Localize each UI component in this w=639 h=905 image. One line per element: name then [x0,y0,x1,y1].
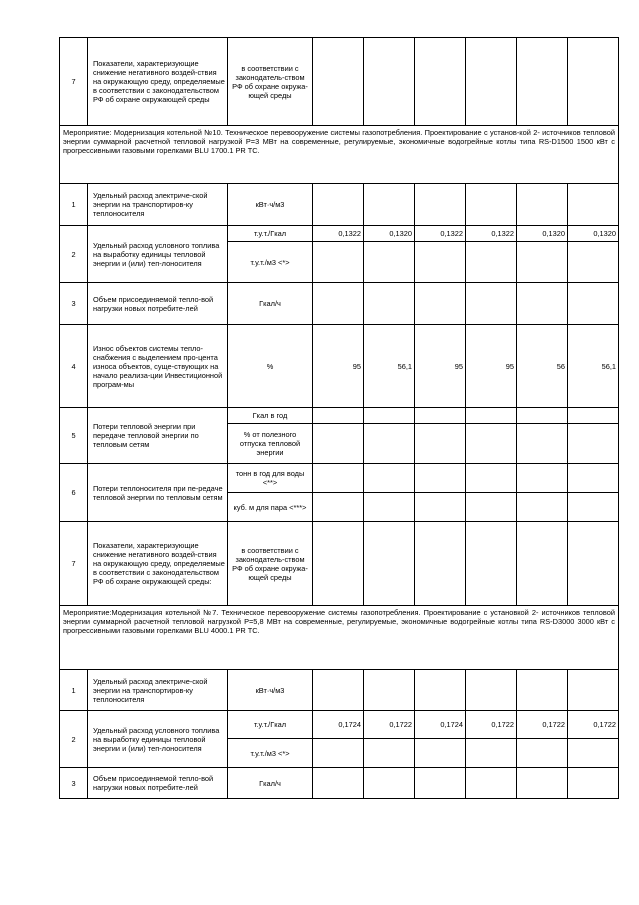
value-cell: 0,1322 [415,226,466,242]
value-cell [517,424,568,464]
value-cell [415,242,466,283]
value-cell [364,464,415,493]
unit-cell: куб. м для пара <***> [228,493,313,522]
value-cell [466,464,517,493]
value-cell [466,38,517,126]
value-cell [364,670,415,711]
value-cell [517,464,568,493]
value-cell [568,184,619,226]
row-number: 4 [60,325,88,408]
unit-cell: Гкал/ч [228,768,313,799]
row-number: 2 [60,711,88,768]
value-cell [466,493,517,522]
value-cell [415,464,466,493]
value-cell [313,464,364,493]
indicator-description: Удельный расход электриче-ской энергии на транспортиров-ку теплоносителя [88,184,228,226]
value-cell [466,408,517,424]
measure-description: Мероприятие: Модернизация котельной №10. Техническое перевооружение системы газопотребления. Проектирование с установ-кой 2- источников тепловой энергии суммарной расчетной тепловой нагрузкой P=3 МВт на современные, регулируемые, экономичные водогрейные котлы типа RS-D1500 1500 кВт с прогрессивными газовыми горелками BLU 1700.1 PR TC. [60,126,619,184]
value-cell [568,408,619,424]
unit-cell: тонн в год для воды <**> [228,464,313,493]
table-row [60,408,619,424]
value-cell [313,184,364,226]
unit-cell: в соответствии с законодатель-ством РФ об охране окружа-ющей среды [228,38,313,126]
value-cell: 0,1722 [568,711,619,739]
value-cell [313,522,364,606]
value-cell [364,424,415,464]
value-cell [415,424,466,464]
value-cell: 56 [517,325,568,408]
unit-cell: Гкал/ч [228,283,313,325]
unit-cell: т.у.т./м3 <*> [228,739,313,768]
value-cell [466,424,517,464]
value-cell [364,768,415,799]
table-row [60,325,619,408]
value-cell [517,493,568,522]
measure-row [60,126,619,184]
value-cell [415,408,466,424]
value-cell [517,670,568,711]
row-number: 7 [60,522,88,606]
value-cell [568,739,619,768]
row-number: 7 [60,38,88,126]
unit-cell: Гкал в год [228,408,313,424]
value-cell: 95 [466,325,517,408]
value-cell [466,242,517,283]
value-cell [313,283,364,325]
value-cell: 95 [415,325,466,408]
value-cell [568,464,619,493]
value-cell [313,739,364,768]
indicators-table [59,37,619,799]
value-cell [517,408,568,424]
row-number: 2 [60,226,88,283]
value-cell [364,184,415,226]
value-cell [364,242,415,283]
table-row [60,670,619,711]
value-cell [313,493,364,522]
value-cell [364,38,415,126]
value-cell: 0,1322 [466,226,517,242]
value-cell [517,38,568,126]
value-cell: 0,1320 [364,226,415,242]
value-cell [364,408,415,424]
value-cell [568,670,619,711]
value-cell [568,493,619,522]
value-cell [568,283,619,325]
value-cell [415,670,466,711]
value-cell [568,38,619,126]
value-cell [415,493,466,522]
value-cell: 0,1320 [568,226,619,242]
unit-cell: т.у.т./Гкал [228,226,313,242]
value-cell [517,768,568,799]
value-cell [466,184,517,226]
row-number: 3 [60,768,88,799]
row-number: 5 [60,408,88,464]
value-cell [364,283,415,325]
value-cell: 0,1322 [313,226,364,242]
table-row [60,283,619,325]
value-cell: 0,1724 [313,711,364,739]
indicator-description: Потери тепловой энергии при передаче тепловой энергии по тепловым сетям [88,408,228,464]
value-cell [517,283,568,325]
value-cell [568,522,619,606]
value-cell [415,522,466,606]
value-cell [313,38,364,126]
value-cell [364,739,415,768]
value-cell [517,242,568,283]
value-cell: 0,1320 [517,226,568,242]
value-cell [568,424,619,464]
table-row [60,226,619,242]
indicator-description: Удельный расход условного топлива на выработку единицы тепловой энергии и (или) теп-лоносителя [88,711,228,768]
value-cell: 0,1722 [364,711,415,739]
unit-cell: % [228,325,313,408]
table-row [60,184,619,226]
value-cell: 0,1722 [466,711,517,739]
value-cell [313,670,364,711]
row-number: 6 [60,464,88,522]
value-cell [313,424,364,464]
value-cell [466,768,517,799]
value-cell [313,408,364,424]
indicator-description: Показатели, характеризующие снижение негативного воздей-ствия на окружающую среду, определяемые в соответствии с законодательством РФ об охране окружающей среды [88,38,228,126]
unit-cell: % от полезного отпуска тепловой энергии [228,424,313,464]
value-cell: 0,1722 [517,711,568,739]
value-cell: 95 [313,325,364,408]
value-cell [415,38,466,126]
value-cell: 0,1724 [415,711,466,739]
table-row [60,464,619,493]
value-cell [466,283,517,325]
value-cell [517,522,568,606]
measure-description: Мероприятие:Модернизация котельной №7. Техническое перевооружение системы газопотребления. Проектирование с установкой 2- источников тепловой энергии суммарной расчетной тепловой нагрузкой P=5,8 МВт на современные, регулируемые, экономичные водогрейные котлы типа RS-D3000 3000 кВт с прогрессивными газовыми горелками BLU 4000.1 PR TC. [60,606,619,670]
measure-row [60,606,619,670]
unit-cell: т.у.т./Гкал [228,711,313,739]
value-cell: 56,1 [364,325,415,408]
indicator-description: Объем присоединяемой тепло-вой нагрузки новых потребите-лей [88,768,228,799]
value-cell [466,739,517,768]
indicator-description: Износ объектов системы тепло-снабжения с выделением про-цента износа объектов, суще-ствующих на начало реализа-ции Инвестиционной програм-мы [88,325,228,408]
value-cell [415,739,466,768]
value-cell [364,522,415,606]
indicator-description: Показатели, характеризующие снижение негативного воздей-ствия на окружающую среду, определяемые в соответствии с законодательством РФ об охране окружающей среды: [88,522,228,606]
value-cell [517,739,568,768]
value-cell [364,493,415,522]
table-row [60,768,619,799]
indicator-description: Объем присоединяемой тепло-вой нагрузки новых потребите-лей [88,283,228,325]
value-cell: 56,1 [568,325,619,408]
table-row [60,38,619,126]
indicator-description: Удельный расход условного топлива на выработку единицы тепловой энергии и (или) теп-лоносителя [88,226,228,283]
value-cell [517,184,568,226]
value-cell [466,670,517,711]
indicator-description: Удельный расход электриче-ской энергии на транспортиров-ку теплоносителя [88,670,228,711]
value-cell [466,522,517,606]
row-number: 1 [60,184,88,226]
unit-cell: т.у.т./м3 <*> [228,242,313,283]
value-cell [415,283,466,325]
row-number: 1 [60,670,88,711]
value-cell [313,768,364,799]
value-cell [415,184,466,226]
value-cell [313,242,364,283]
value-cell [568,242,619,283]
unit-cell: кВт·ч/м3 [228,184,313,226]
value-cell [568,768,619,799]
value-cell [415,768,466,799]
indicator-description: Потери теплоносителя при пе-редаче тепловой энергии по тепловым сетям [88,464,228,522]
row-number: 3 [60,283,88,325]
table-row [60,711,619,739]
unit-cell: кВт·ч/м3 [228,670,313,711]
table-row [60,522,619,606]
unit-cell: в соответствии с законодатель-ством РФ об охране окружа-ющей среды [228,522,313,606]
